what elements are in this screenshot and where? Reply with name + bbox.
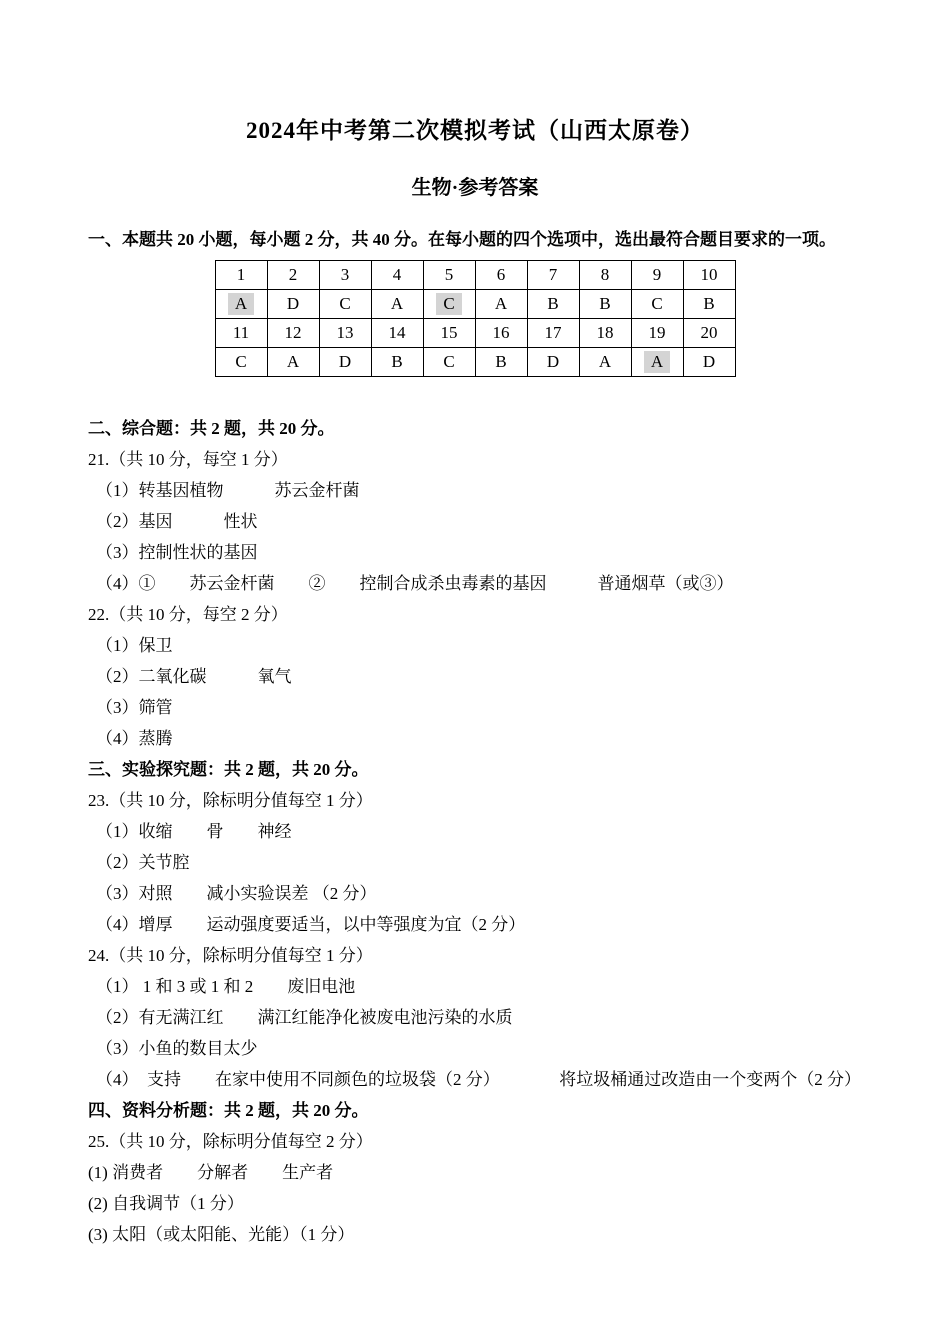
answer-cell: C <box>423 348 475 377</box>
q22-answer-2: （2）二氧化碳 氧气 <box>96 667 292 686</box>
answer-table <box>215 260 736 377</box>
answer-cell: 15 <box>423 319 475 348</box>
q22-answer-4: （4）蒸腾 <box>96 729 173 748</box>
answer-cell: D <box>267 290 319 319</box>
q22-answer-3: （3）筛管 <box>96 698 173 717</box>
answer-cell: 17 <box>527 319 579 348</box>
answer-cell: 10 <box>683 261 735 290</box>
q21-answer-2: （2）基因 性状 <box>96 512 258 531</box>
answer-cell: B <box>371 348 423 377</box>
highlighted-answer: A <box>644 351 670 373</box>
answer-cell: A <box>371 290 423 319</box>
q25-answer-2: (2) 自我调节（1 分） <box>88 1194 244 1213</box>
q24-heading: 24.（共 10 分，除标明分值每空 1 分） <box>88 946 373 965</box>
answer-cell: 6 <box>475 261 527 290</box>
answer-cell: B <box>527 290 579 319</box>
q21-answer-4: （4）① 苏云金杆菌 ② 控制合成杀虫毒素的基因 普通烟草（或③） <box>96 574 734 593</box>
highlighted-answer: A <box>228 293 254 315</box>
answer-cell <box>215 290 267 319</box>
page-subtitle: 生物·参考答案 <box>411 177 539 199</box>
q21-answer-3: （3）控制性状的基因 <box>96 543 258 562</box>
answer-cell: B <box>475 348 527 377</box>
answer-cell: 12 <box>267 319 319 348</box>
answer-table-row <box>215 348 735 377</box>
q23-answer-4: （4）增厚 运动强度要适当，以中等强度为宜（2 分） <box>96 915 526 934</box>
answer-cell: 11 <box>215 319 267 348</box>
answer-cell: 14 <box>371 319 423 348</box>
answer-cell: A <box>475 290 527 319</box>
answer-cell: 20 <box>683 319 735 348</box>
q21-answer-1: （1）转基因植物 苏云金杆菌 <box>96 481 360 500</box>
q23-answer-3: （3）对照 减小实验误差 （2 分） <box>96 884 377 903</box>
answer-cell: 5 <box>423 261 475 290</box>
answer-cell: A <box>267 348 319 377</box>
q24-answer-3: （3）小鱼的数目太少 <box>96 1039 258 1058</box>
answer-table-body <box>215 261 735 377</box>
answer-cell <box>631 348 683 377</box>
answer-cell: D <box>319 348 371 377</box>
answer-cell: A <box>579 348 631 377</box>
q25-answer-1: (1) 消费者 分解者 生产者 <box>88 1163 334 1182</box>
answer-cell: 8 <box>579 261 631 290</box>
q25-answer-3: (3) 太阳（或太阳能、光能）（1 分） <box>88 1225 355 1244</box>
answer-table-row <box>215 290 735 319</box>
answer-cell: D <box>683 348 735 377</box>
answer-cell: 19 <box>631 319 683 348</box>
page-title: 2024年中考第二次模拟考试（山西太原卷） <box>246 118 704 143</box>
q21-heading: 21.（共 10 分，每空 1 分） <box>88 450 288 469</box>
answer-cell: B <box>683 290 735 319</box>
q23-answer-2: （2）关节腔 <box>96 853 190 872</box>
answer-cell: 2 <box>267 261 319 290</box>
q23-answer-1: （1）收缩 骨 神经 <box>96 822 292 841</box>
section-3-heading: 三、实验探究题：共 2 题，共 20 分。 <box>88 760 369 779</box>
answer-cell: 16 <box>475 319 527 348</box>
q24-answer-2: （2）有无满江红 满江红能净化被废电池污染的水质 <box>96 1008 513 1027</box>
answer-cell: C <box>319 290 371 319</box>
answer-cell: B <box>579 290 631 319</box>
answer-cell: D <box>527 348 579 377</box>
q25-heading: 25.（共 10 分，除标明分值每空 2 分） <box>88 1132 373 1151</box>
body-lines <box>88 413 862 1250</box>
section-2-heading: 二、综合题：共 2 题，共 20 分。 <box>88 419 335 438</box>
answer-cell: 13 <box>319 319 371 348</box>
answer-cell: C <box>631 290 683 319</box>
highlighted-answer: C <box>436 293 461 315</box>
answer-cell: 4 <box>371 261 423 290</box>
answer-table-row <box>215 319 735 348</box>
answer-table-row <box>215 261 735 290</box>
answer-cell: 3 <box>319 261 371 290</box>
q23-heading: 23.（共 10 分，除标明分值每空 1 分） <box>88 791 373 810</box>
answer-cell: 9 <box>631 261 683 290</box>
answer-cell: 1 <box>215 261 267 290</box>
answer-cell: 7 <box>527 261 579 290</box>
q24-answer-1: （1） 1 和 3 或 1 和 2 废旧电池 <box>96 977 356 996</box>
q24-answer-4: （4） 支持 在家中使用不同颜色的垃圾袋（2 分） 将垃圾桶通过改造由一个变两个（2 分） <box>96 1070 861 1089</box>
answer-cell: C <box>215 348 267 377</box>
answer-cell <box>423 290 475 319</box>
q22-answer-1: （1）保卫 <box>96 636 173 655</box>
answer-cell: 18 <box>579 319 631 348</box>
q22-heading: 22.（共 10 分，每空 2 分） <box>88 605 288 624</box>
section-4-heading: 四、资料分析题：共 2 题，共 20 分。 <box>88 1101 369 1120</box>
choice-section-heading: 一、本题共 20 小题，每小题 2 分，共 40 分。在每小题的四个选项中，选出最符合题目要求的一项。 <box>88 230 836 249</box>
